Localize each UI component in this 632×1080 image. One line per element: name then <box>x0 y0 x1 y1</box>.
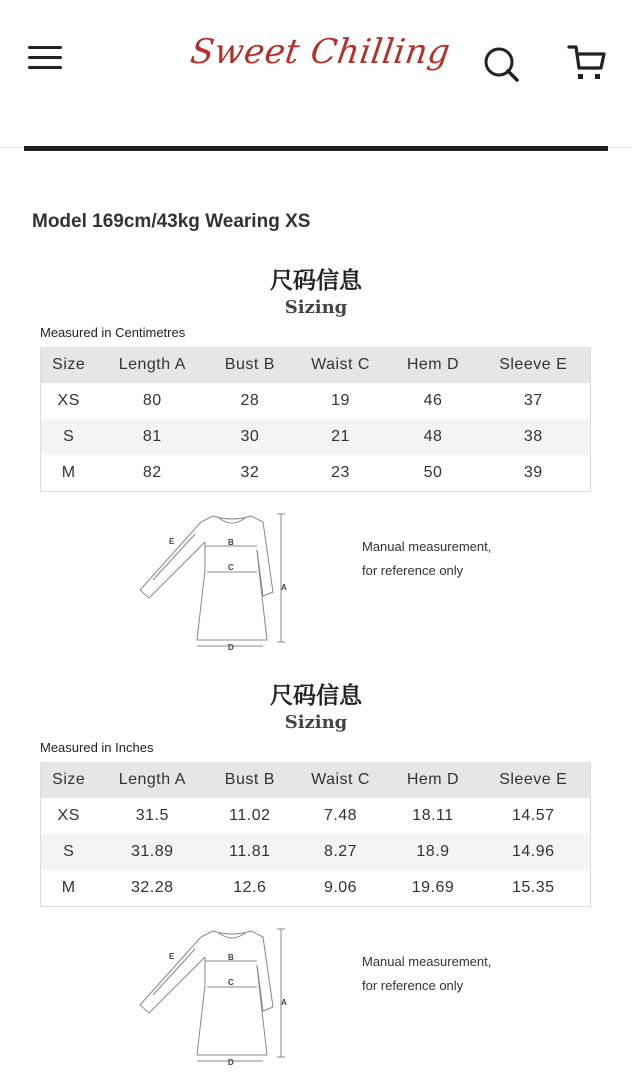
header-divider <box>24 146 608 151</box>
size-table-in <box>40 762 591 907</box>
column-header: Waist C <box>311 771 370 788</box>
table-cell: 11.81 <box>229 843 271 860</box>
model-info: Model 169cm/43kg Wearing XS <box>32 211 311 232</box>
diagram-label-b: B <box>228 538 234 547</box>
search-icon[interactable] <box>481 44 521 84</box>
column-header: Size <box>52 356 86 373</box>
table-cell: 80 <box>142 392 162 409</box>
diagram-label-d: D <box>228 643 234 650</box>
dress-measurement-diagram <box>135 510 295 650</box>
table-cell: 23 <box>331 463 350 481</box>
sizing-title-in <box>0 677 632 733</box>
table-cell: 28 <box>240 392 260 409</box>
table-cell: 19.69 <box>411 878 455 896</box>
size-table-cm <box>40 347 591 492</box>
table-cell: 32.28 <box>131 878 174 896</box>
sizing-title-cm <box>0 262 632 318</box>
table-cell: 18.11 <box>412 807 454 824</box>
sizing-title-en: Sizing <box>284 297 348 318</box>
measurement-note-in <box>362 950 491 998</box>
table-row <box>41 798 591 834</box>
table-cell: 19 <box>331 392 350 409</box>
unit-label-in: Measured in Inches <box>40 740 154 755</box>
column-header: Size <box>52 771 86 788</box>
column-header: Sleeve E <box>499 771 568 788</box>
note-line-1: Manual measurement, <box>362 954 492 969</box>
table-cell: 31.89 <box>131 843 174 860</box>
column-header: Bust B <box>224 771 275 788</box>
table-row <box>41 834 591 870</box>
table-header-row <box>41 347 591 383</box>
column-header: Sleeve E <box>499 356 568 373</box>
table-cell: XS <box>57 807 80 824</box>
column-header: Length A <box>118 356 186 373</box>
table-cell: 30 <box>240 428 260 445</box>
note-line-2: for reference only <box>362 978 464 993</box>
table-cell: 14.57 <box>511 807 555 824</box>
brand-logo[interactable]: Sweet Chilling <box>188 32 453 72</box>
diagram-label-b: B <box>228 953 234 962</box>
note-line-1: Manual measurement, <box>362 539 492 554</box>
column-header: Length A <box>118 771 186 788</box>
table-cell: 11.02 <box>229 807 271 824</box>
sizing-title-cn: 尺码信息 <box>270 267 362 294</box>
table-cell: 82 <box>142 463 162 481</box>
table-cell: 32 <box>240 463 260 481</box>
diagram-label-a: A <box>281 583 287 592</box>
cart-icon[interactable] <box>566 42 608 84</box>
table-cell: 9.06 <box>323 878 358 896</box>
table-cell: 31.5 <box>135 807 169 824</box>
table-cell: XS <box>57 392 80 409</box>
site-header <box>0 0 632 148</box>
table-cell: 21 <box>331 428 350 445</box>
table-row <box>41 870 591 906</box>
hamburger-menu-icon[interactable] <box>28 46 62 76</box>
table-cell: 15.35 <box>511 878 555 896</box>
table-row <box>41 455 591 491</box>
diagram-label-e: E <box>169 952 175 961</box>
dress-measurement-diagram <box>135 925 295 1065</box>
table-cell: S <box>63 843 75 860</box>
table-cell: 37 <box>523 392 543 409</box>
table-cell: 14.96 <box>511 843 555 860</box>
measurement-note-cm <box>362 535 491 583</box>
note-line-2: for reference only <box>362 563 464 578</box>
table-cell: 7.48 <box>323 807 358 824</box>
table-cell: 18.9 <box>416 843 450 860</box>
table-cell: 8.27 <box>323 843 358 860</box>
table-cell: 46 <box>423 392 443 409</box>
table-cell: M <box>61 463 76 481</box>
diagram-label-a: A <box>281 998 287 1007</box>
diagram-label-c: C <box>228 978 234 987</box>
table-cell: 81 <box>142 428 162 445</box>
diagram-label-d: D <box>228 1058 234 1065</box>
diagram-label-e: E <box>169 537 175 546</box>
table-cell: 38 <box>523 428 543 445</box>
table-row <box>41 419 591 455</box>
table-cell: 48 <box>423 428 443 445</box>
table-cell: 12.6 <box>233 878 267 896</box>
diagram-label-c: C <box>228 563 234 572</box>
table-row <box>41 383 591 419</box>
table-cell: M <box>61 878 76 896</box>
column-header: Bust B <box>224 356 275 373</box>
table-cell: 39 <box>523 463 543 481</box>
sizing-title-en: Sizing <box>284 712 348 733</box>
column-header: Waist C <box>311 356 370 373</box>
column-header: Hem D <box>406 771 460 788</box>
table-cell: 50 <box>423 463 443 481</box>
column-header: Hem D <box>406 356 460 373</box>
unit-label-cm: Measured in Centimetres <box>40 325 186 340</box>
table-cell: S <box>63 428 75 445</box>
sizing-title-cn: 尺码信息 <box>270 682 362 709</box>
table-header-row <box>41 762 591 798</box>
